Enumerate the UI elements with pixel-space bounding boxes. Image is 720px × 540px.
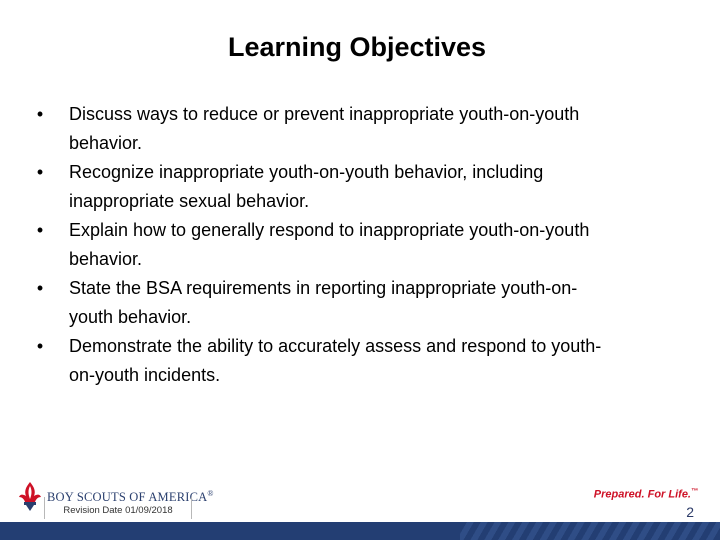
objective-item: [36, 100, 676, 158]
objectives-list: [36, 100, 676, 390]
revision-date: Revision Date 01/09/2018: [44, 497, 192, 519]
bullet: •: [36, 278, 44, 298]
logo-text: BOY SCOUTS OF AMERICA®: [47, 489, 214, 505]
objective-line: Demonstrate the ability to accurately assess and respond to youth-: [69, 336, 602, 356]
objective-item: [36, 216, 676, 274]
bottom-bar-pattern: [460, 522, 720, 540]
objective-line: Explain how to generally respond to inappropriate youth-on-youth: [69, 220, 590, 240]
bottom-bar: [0, 522, 720, 540]
objective-line: youth behavior.: [69, 307, 192, 327]
tagline: Prepared. For Life.™: [593, 488, 698, 501]
logo-registered-mark: ®: [207, 489, 214, 498]
bullet: •: [36, 336, 44, 356]
objective-line: behavior.: [69, 133, 143, 153]
objective-item: [36, 332, 676, 390]
objective-line: State the BSA requirements in reporting inappropriate youth-on-: [69, 278, 578, 298]
objective-line: Discuss ways to reduce or prevent inappropriate youth-on-youth: [69, 104, 580, 124]
slide-title: Learning Objectives: [227, 32, 487, 62]
objective-line: on-youth incidents.: [69, 365, 221, 385]
objective-line: behavior.: [69, 249, 143, 269]
bullet: •: [36, 104, 44, 124]
bullet: •: [36, 162, 44, 182]
objective-line: inappropriate sexual behavior.: [69, 191, 310, 211]
objective-line: Recognize inappropriate youth-on-youth behavior, including: [69, 162, 544, 182]
objective-item: [36, 158, 676, 216]
page-number: 2: [686, 504, 694, 520]
fleur-de-lis-icon: [16, 480, 44, 512]
objective-item: [36, 274, 676, 332]
bullet: •: [36, 220, 44, 240]
tagline-trademark: ™: [691, 488, 698, 495]
